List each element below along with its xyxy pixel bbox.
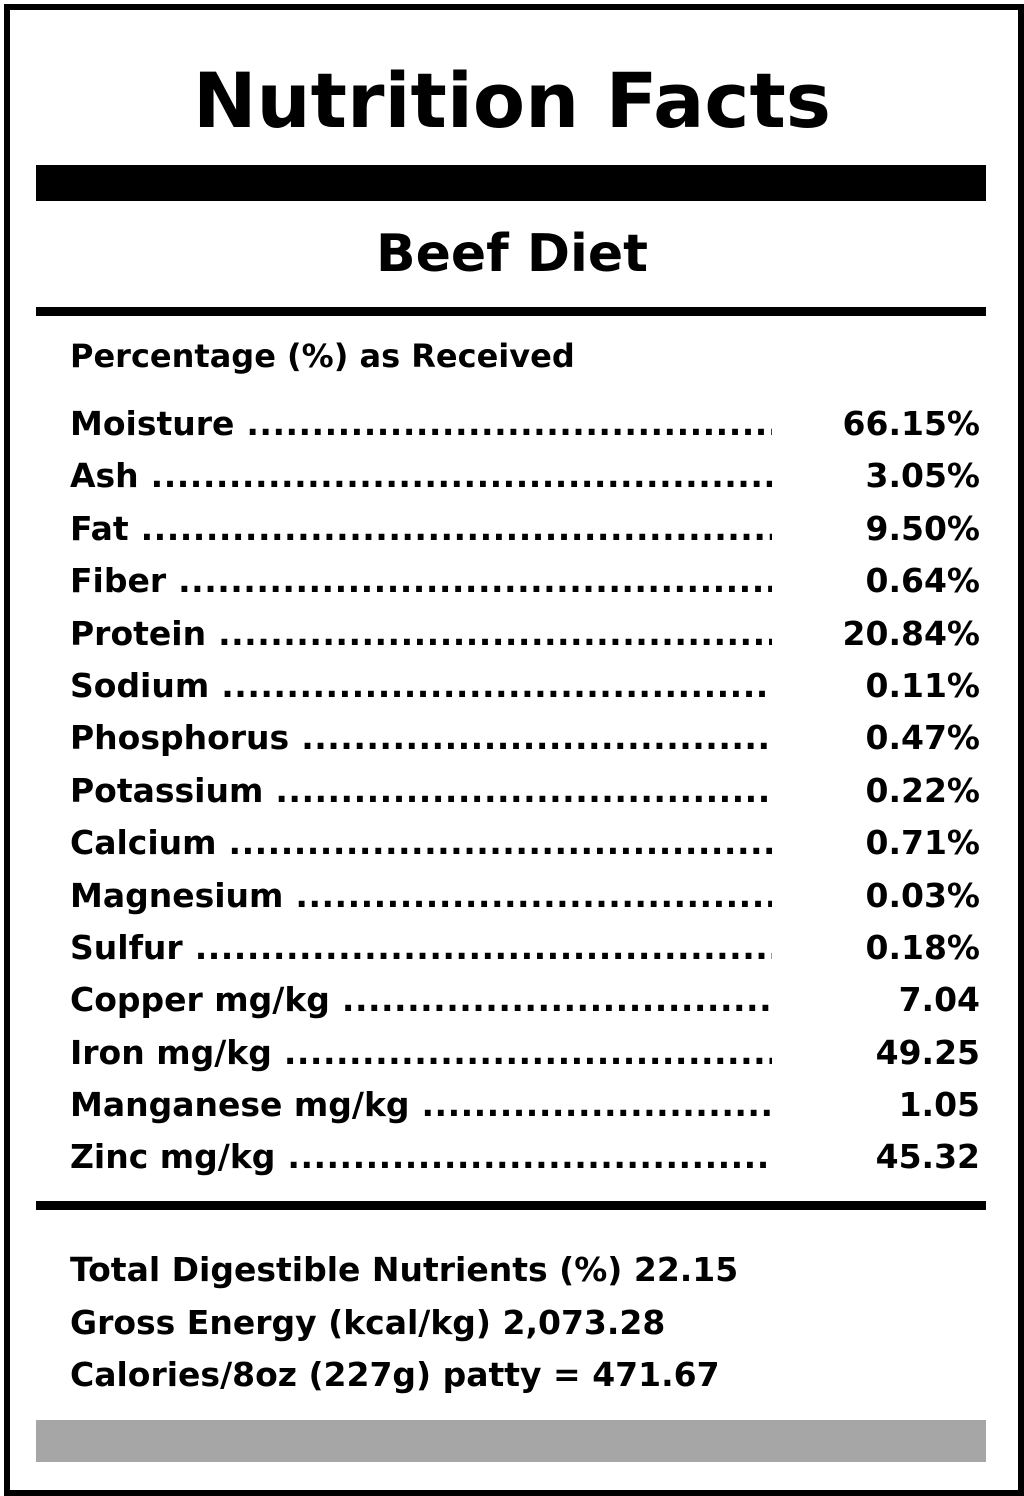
nutrient-value: 9.50% [865,508,980,548]
nutrient-row-phosphorus [70,712,980,764]
nutrient-label: Manganese mg/kg ..... [70,1079,772,1131]
nutrient-value: 0.22% [865,770,980,810]
page-title: Nutrition Facts [192,56,832,145]
nutrient-row-sodium [70,660,980,712]
nutrient-label: Copper mg/kg ..... [70,974,772,1026]
nutrient-row-potassium [70,765,980,817]
nutrient-label: Magnesium ..... [70,870,772,922]
nutrient-list [70,398,980,1184]
nutrient-value: 0.47% [865,718,980,758]
calories-line: Calories/8oz (227g) patty = 471.67 [70,1355,720,1394]
nutrient-label: Fat ..... [70,503,772,555]
nutrient-row-ash [70,450,980,502]
nutrient-value: 0.03% [865,875,980,915]
nutrient-row-protein [70,608,980,660]
footer-bar [36,1420,986,1462]
divider-top [36,307,986,316]
nutrient-value: 0.71% [865,823,980,863]
nutrient-value: 49.25 [875,1032,980,1072]
nutrient-label: Protein ..... [70,608,772,660]
nutrient-value: 3.05% [865,456,980,496]
nutrient-row-iron [70,1027,980,1079]
nutrient-row-fiber [70,555,980,607]
nutrient-value: 0.11% [865,665,980,705]
nutrient-value: 0.18% [865,927,980,967]
nutrient-row-calcium [70,817,980,869]
nutrient-label: Moisture ..... [70,398,772,450]
nutrient-row-fat [70,503,980,555]
section-heading: Percentage (%) as Received [70,337,575,375]
nutrient-label: Fiber ..... [70,555,772,607]
nutrient-row-moisture [70,398,980,450]
nutrient-value: 0.64% [865,561,980,601]
nutrient-label: Ash ..... [70,450,772,502]
nutrient-value: 7.04 [898,980,980,1020]
nutrient-row-sulfur [70,922,980,974]
thick-divider [36,165,986,201]
nutrient-label: Iron mg/kg ..... [70,1027,772,1079]
nutrient-row-manganese [70,1079,980,1131]
nutrient-row-magnesium [70,870,980,922]
nutrient-label: Sodium ..... [70,660,772,712]
nutrient-label: Sulfur ..... [70,922,772,974]
tdn-line: Total Digestible Nutrients (%) 22.15 [70,1250,739,1289]
nutrient-label: Phosphorus ..... [70,712,772,764]
summary-block [70,1244,970,1402]
nutrient-label: Potassium ..... [70,765,772,817]
nutrient-label: Zinc mg/kg ..... [70,1131,772,1183]
diet-subtitle: Beef Diet [375,224,648,284]
nutrient-row-zinc [70,1131,980,1183]
divider-bottom [36,1201,986,1210]
nutrient-label: Calcium ..... [70,817,772,869]
nutrient-value: 66.15% [842,404,980,443]
gross-energy-line: Gross Energy (kcal/kg) 2,073.28 [70,1302,666,1342]
nutrient-value: 1.05 [898,1085,980,1125]
nutrient-row-copper [70,974,980,1026]
nutrient-value: 20.84% [842,613,980,653]
nutrient-value: 45.32 [875,1137,980,1177]
